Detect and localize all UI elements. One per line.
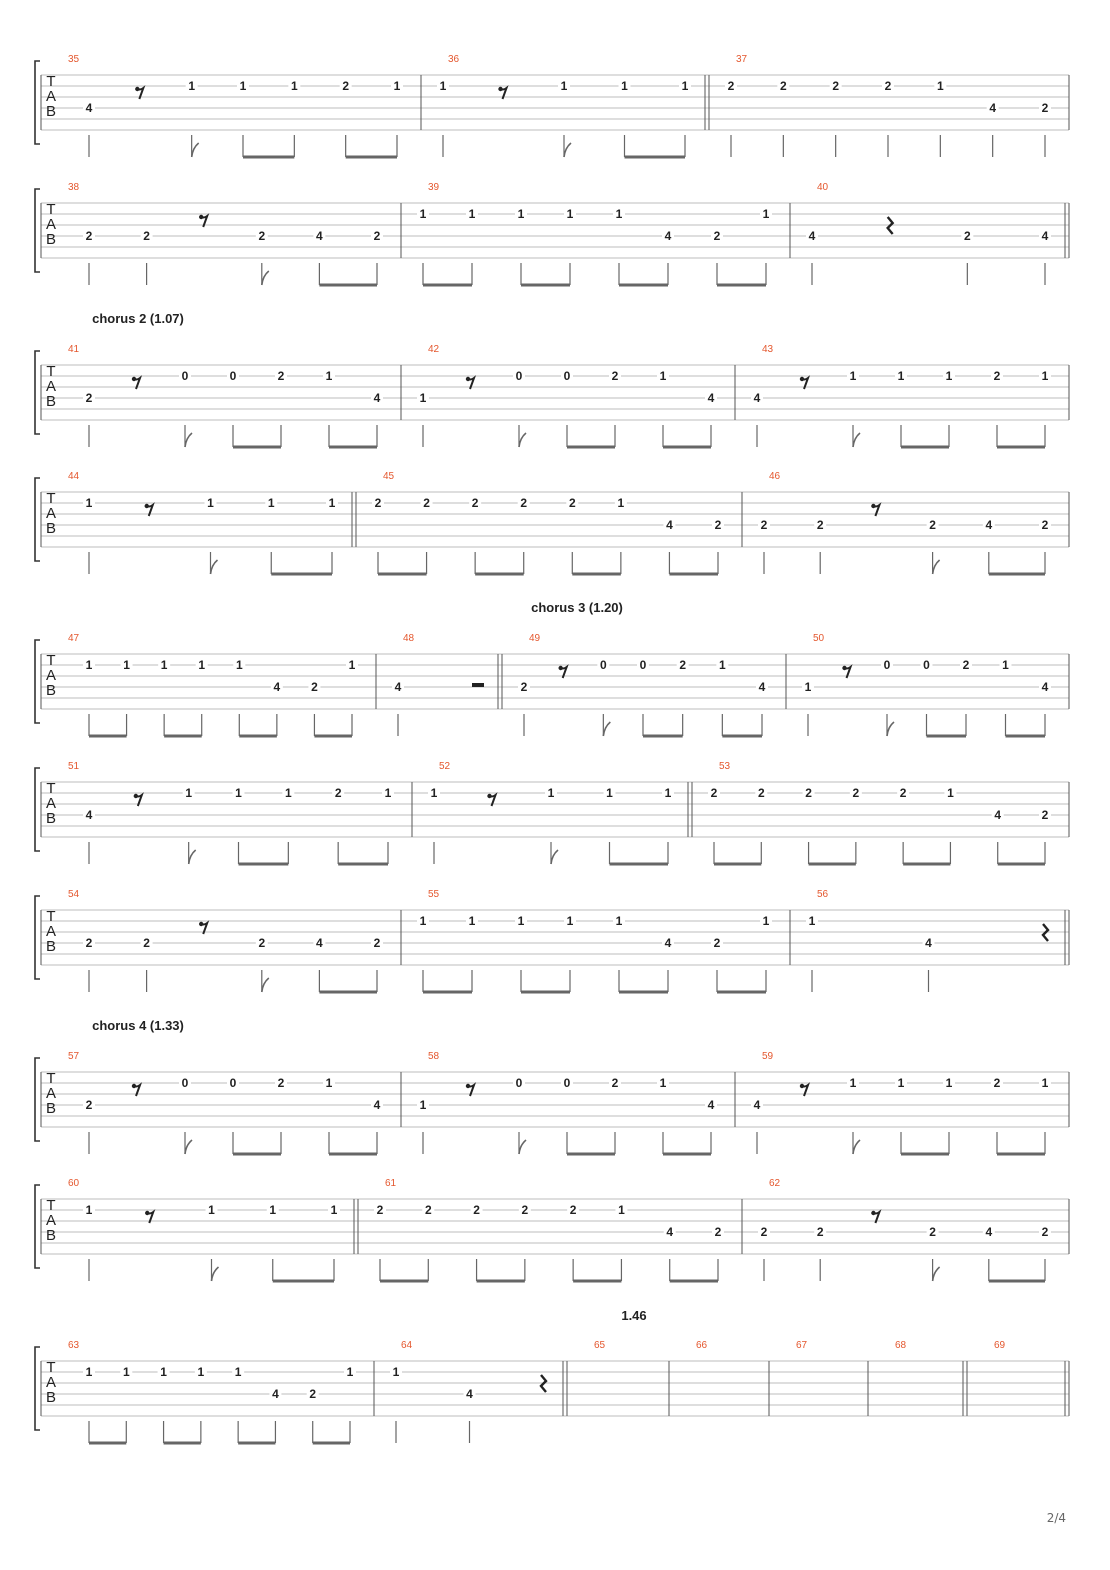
fret-number: 2 <box>521 1203 529 1217</box>
fret-number: 0 <box>229 369 237 383</box>
measure-number: 40 <box>817 182 829 193</box>
tab-system <box>35 54 1069 157</box>
fret-number: 1 <box>325 369 333 383</box>
fret-number: 1 <box>762 914 770 928</box>
tab-system <box>35 471 1069 574</box>
eighth-rest-dot <box>199 922 203 926</box>
fret-number: 1 <box>85 658 93 672</box>
tab-system <box>35 1178 1069 1281</box>
fret-number: 4 <box>664 229 672 243</box>
measure-number: 66 <box>696 1340 708 1351</box>
fret-number: 2 <box>85 229 93 243</box>
fret-number: 2 <box>311 680 318 694</box>
fret-number: 1 <box>468 207 476 221</box>
measure-number: 47 <box>68 633 80 644</box>
note-flag <box>887 722 894 736</box>
fret-number: 2 <box>258 229 266 243</box>
fret-number: 2 <box>258 936 266 950</box>
note-flag <box>551 850 558 864</box>
tab-clef-letter: T <box>46 1070 56 1087</box>
eighth-rest-dot <box>842 666 846 670</box>
fret-number: 1 <box>1002 658 1009 672</box>
note-flag <box>211 560 218 574</box>
fret-number: 4 <box>316 229 323 243</box>
fret-number: 1 <box>85 1365 93 1379</box>
fret-number: 1 <box>207 496 214 510</box>
fret-number: 2 <box>710 786 718 800</box>
system-bracket <box>35 1058 40 1141</box>
fret-number: 1 <box>566 914 574 928</box>
fret-number: 1 <box>122 1365 130 1379</box>
note-flag <box>262 271 269 285</box>
tab-clef-letter: A <box>45 505 57 522</box>
system-bracket <box>35 1347 40 1430</box>
eighth-rest-dot <box>132 377 136 381</box>
fret-number: 2 <box>568 496 576 510</box>
measure-number: 48 <box>403 633 415 644</box>
measure-number: 59 <box>762 1051 774 1062</box>
note-flag <box>853 433 860 447</box>
fret-number: 2 <box>1041 1225 1049 1239</box>
fret-number: 2 <box>471 496 479 510</box>
measure-number: 64 <box>401 1340 413 1351</box>
fret-number: 4 <box>1041 680 1049 694</box>
tab-clef-letter: A <box>45 1085 57 1102</box>
tab-clef-letter: B <box>45 1227 57 1244</box>
fret-number: 2 <box>963 229 971 243</box>
fret-number: 1 <box>330 1203 338 1217</box>
fret-number: 1 <box>419 914 427 928</box>
tab-system <box>35 600 1069 736</box>
tab-clef-letter: T <box>46 908 56 925</box>
eighth-rest-dot <box>800 377 804 381</box>
fret-number: 4 <box>1041 229 1049 243</box>
fret-number: 4 <box>707 391 715 405</box>
tab-system <box>35 889 1069 992</box>
system-bracket <box>35 61 40 144</box>
eighth-rest-dot <box>498 87 502 91</box>
tab-clef-letter: A <box>45 923 57 940</box>
note-flag <box>262 978 269 992</box>
note-flag <box>212 1267 219 1281</box>
fret-number: 2 <box>714 518 722 532</box>
fret-number: 4 <box>394 680 402 694</box>
fret-number: 2 <box>962 658 970 672</box>
fret-number: 1 <box>849 1076 857 1090</box>
fret-number: 2 <box>520 496 528 510</box>
fret-number: 2 <box>929 518 936 532</box>
fret-number: 1 <box>188 79 196 93</box>
fret-number: 2 <box>143 936 150 950</box>
fret-number: 2 <box>816 518 824 532</box>
tab-clef-letter: B <box>45 103 57 120</box>
fret-number: 1 <box>804 680 812 694</box>
system-bracket <box>35 1185 40 1268</box>
fret-number: 0 <box>515 1076 523 1090</box>
fret-number: 4 <box>925 936 932 950</box>
fret-number: 2 <box>993 1076 1001 1090</box>
fret-number: 2 <box>713 229 721 243</box>
fret-number: 0 <box>883 658 891 672</box>
fret-number: 0 <box>563 1076 571 1090</box>
fret-number: 2 <box>85 936 93 950</box>
measure-number: 37 <box>736 54 748 65</box>
fret-number: 1 <box>897 1076 905 1090</box>
fret-number: 4 <box>466 1387 473 1401</box>
fret-number: 1 <box>945 1076 953 1090</box>
tab-clef-letter: A <box>45 216 57 233</box>
measure-number: 44 <box>68 471 80 482</box>
eighth-rest-dot <box>145 1211 149 1215</box>
eighth-rest-dot <box>487 794 491 798</box>
fret-number: 1 <box>468 914 476 928</box>
fret-number: 0 <box>599 658 607 672</box>
fret-number: 1 <box>517 914 525 928</box>
fret-number: 2 <box>805 786 812 800</box>
fret-number: 2 <box>884 79 892 93</box>
note-flag <box>185 433 192 447</box>
fret-number: 1 <box>897 369 905 383</box>
eighth-rest-dot <box>800 1084 804 1088</box>
fret-number: 1 <box>1041 1076 1049 1090</box>
tab-clef-letter: A <box>45 795 57 812</box>
fret-number: 1 <box>234 1365 242 1379</box>
fret-number: 1 <box>284 786 292 800</box>
fret-number: 4 <box>373 1098 381 1112</box>
fret-number: 2 <box>423 496 430 510</box>
fret-number: 1 <box>618 1203 625 1217</box>
fret-number: 1 <box>239 79 247 93</box>
fret-number: 2 <box>757 786 765 800</box>
note-flag <box>603 722 610 736</box>
eighth-rest-dot <box>466 377 470 381</box>
fret-number: 4 <box>753 1098 761 1112</box>
fret-number: 2 <box>277 1076 285 1090</box>
tab-system <box>35 1018 1069 1154</box>
tab-clef-letter: T <box>46 780 56 797</box>
measure-number: 58 <box>428 1051 440 1062</box>
measure-number: 67 <box>796 1340 808 1351</box>
fret-number: 2 <box>520 680 528 694</box>
fret-number: 1 <box>606 786 613 800</box>
measure-number: 42 <box>428 344 440 355</box>
half-rest <box>472 683 484 687</box>
eighth-rest-dot <box>558 666 562 670</box>
fret-number: 4 <box>989 101 997 115</box>
fret-number: 4 <box>994 808 1002 822</box>
note-flag <box>519 1140 526 1154</box>
fret-number: 2 <box>342 79 350 93</box>
fret-number: 4 <box>85 101 93 115</box>
tab-clef-letter: T <box>46 490 56 507</box>
fret-number: 2 <box>309 1387 317 1401</box>
system-bracket <box>35 351 40 434</box>
measure-number: 60 <box>68 1178 80 1189</box>
fret-number: 0 <box>181 369 189 383</box>
tab-clef-letter: T <box>46 1197 56 1214</box>
fret-number: 1 <box>517 207 525 221</box>
fret-number: 0 <box>515 369 523 383</box>
fret-number: 1 <box>659 1076 667 1090</box>
tab-system <box>35 761 1069 864</box>
eighth-rest-dot <box>871 1211 875 1215</box>
fret-number: 1 <box>197 1365 205 1379</box>
fret-number: 0 <box>181 1076 189 1090</box>
tab-system <box>35 311 1069 447</box>
fret-number: 4 <box>273 680 281 694</box>
measure-number: 36 <box>448 54 460 65</box>
fret-number: 1 <box>419 207 427 221</box>
tab-clef-letter: B <box>45 231 57 248</box>
fret-number: 2 <box>852 786 860 800</box>
fret-number: 2 <box>760 1225 768 1239</box>
fret-number: 1 <box>267 496 275 510</box>
fret-number: 2 <box>1041 518 1049 532</box>
fret-number: 1 <box>659 369 667 383</box>
eighth-rest-dot <box>145 504 149 508</box>
fret-number: 1 <box>85 1203 93 1217</box>
fret-number: 2 <box>424 1203 432 1217</box>
fret-number: 4 <box>808 229 816 243</box>
fret-number: 0 <box>923 658 930 672</box>
fret-number: 4 <box>707 1098 715 1112</box>
tab-clef-letter: B <box>45 520 57 537</box>
fret-number: 2 <box>727 79 735 93</box>
measure-number: 53 <box>719 761 731 772</box>
fret-number: 1 <box>808 914 816 928</box>
fret-number: 0 <box>563 369 571 383</box>
measure-number: 43 <box>762 344 774 355</box>
tab-clef-letter: A <box>45 378 57 395</box>
note-flag <box>933 560 940 574</box>
tab-clef-letter: A <box>45 1374 57 1391</box>
fret-number: 4 <box>666 1225 674 1239</box>
measure-number: 46 <box>769 471 781 482</box>
measure-number: 52 <box>439 761 451 772</box>
fret-number: 4 <box>985 518 993 532</box>
measure-number: 63 <box>68 1340 80 1351</box>
note-flag <box>564 143 571 157</box>
measure-number: 68 <box>895 1340 907 1351</box>
fret-number: 2 <box>679 658 687 672</box>
fret-number: 1 <box>621 79 628 93</box>
fret-number: 1 <box>762 207 770 221</box>
fret-number: 1 <box>160 658 168 672</box>
measure-number: 41 <box>68 344 80 355</box>
fret-number: 2 <box>1041 808 1049 822</box>
fret-number: 2 <box>993 369 1001 383</box>
fret-number: 1 <box>419 1098 427 1112</box>
fret-number: 2 <box>1041 101 1049 115</box>
fret-number: 1 <box>849 369 857 383</box>
fret-number: 1 <box>85 496 93 510</box>
fret-number: 1 <box>393 79 401 93</box>
note-flag <box>185 1140 192 1154</box>
eighth-rest-dot <box>871 504 875 508</box>
measure-number: 57 <box>68 1051 80 1062</box>
fret-number: 1 <box>615 914 623 928</box>
fret-number: 0 <box>639 658 647 672</box>
measure-number: 35 <box>68 54 80 65</box>
fret-number: 2 <box>376 1203 384 1217</box>
fret-number: 1 <box>198 658 206 672</box>
tab-clef-letter: B <box>45 938 57 955</box>
fret-number: 1 <box>269 1203 277 1217</box>
tab-clef-letter: A <box>45 88 57 105</box>
fret-number: 1 <box>430 786 438 800</box>
fret-number: 1 <box>419 391 427 405</box>
measure-number: 45 <box>383 471 395 482</box>
fret-number: 2 <box>929 1225 936 1239</box>
fret-number: 4 <box>664 936 672 950</box>
fret-number: 4 <box>758 680 766 694</box>
fret-number: 2 <box>374 496 382 510</box>
fret-number: 4 <box>753 391 761 405</box>
system-bracket <box>35 896 40 979</box>
fret-number: 1 <box>392 1365 400 1379</box>
fret-number: 1 <box>547 786 555 800</box>
measure-number: 38 <box>68 182 80 193</box>
fret-number: 2 <box>832 79 840 93</box>
eighth-rest-dot <box>135 87 139 91</box>
fret-number: 2 <box>373 229 381 243</box>
fret-number: 2 <box>143 229 150 243</box>
fret-number: 2 <box>779 79 787 93</box>
section-label: chorus 4 (1.33) <box>92 1018 184 1033</box>
fret-number: 1 <box>328 496 336 510</box>
note-flag <box>519 433 526 447</box>
note-flag <box>192 143 199 157</box>
tab-system <box>35 182 1069 285</box>
measure-number: 56 <box>817 889 829 900</box>
system-bracket <box>35 478 40 561</box>
fret-number: 1 <box>346 1365 354 1379</box>
note-flag <box>933 1267 940 1281</box>
eighth-rest-dot <box>199 215 203 219</box>
fret-number: 1 <box>384 786 392 800</box>
fret-number: 4 <box>666 518 673 532</box>
eighth-rest-dot <box>466 1084 470 1088</box>
tab-clef-letter: B <box>45 810 57 827</box>
fret-number: 2 <box>334 786 342 800</box>
fret-number: 1 <box>615 207 623 221</box>
fret-number: 4 <box>85 808 93 822</box>
fret-number: 2 <box>569 1203 577 1217</box>
measure-number: 39 <box>428 182 440 193</box>
section-label: chorus 3 (1.20) <box>531 600 623 615</box>
fret-number: 1 <box>681 79 689 93</box>
fret-number: 2 <box>760 518 768 532</box>
tab-clef-letter: A <box>45 667 57 684</box>
fret-number: 1 <box>235 786 242 800</box>
fret-number: 1 <box>290 79 298 93</box>
tab-clef-letter: T <box>46 652 56 669</box>
tab-clef-letter: T <box>46 201 56 218</box>
measure-number: 65 <box>594 1340 606 1351</box>
fret-number: 4 <box>316 936 323 950</box>
system-bracket <box>35 768 40 851</box>
fret-number: 2 <box>611 1076 619 1090</box>
fret-number: 1 <box>439 79 447 93</box>
tab-clef-letter: T <box>46 1359 56 1376</box>
fret-number: 1 <box>718 658 726 672</box>
measure-number: 62 <box>769 1178 781 1189</box>
fret-number: 2 <box>473 1203 480 1217</box>
tab-clef-letter: B <box>45 682 57 699</box>
fret-number: 1 <box>617 496 625 510</box>
fret-number: 0 <box>229 1076 237 1090</box>
tab-clef-letter: B <box>45 393 57 410</box>
fret-number: 4 <box>985 1225 993 1239</box>
fret-number: 1 <box>936 79 944 93</box>
measure-number: 50 <box>813 633 825 644</box>
tab-clef-letter: B <box>45 1100 57 1117</box>
section-label: 1.46 <box>621 1308 647 1323</box>
tab-clef-letter: A <box>45 1212 57 1229</box>
fret-number: 2 <box>85 391 93 405</box>
fret-number: 1 <box>664 786 672 800</box>
eighth-rest-dot <box>132 1084 136 1088</box>
fret-number: 2 <box>816 1225 824 1239</box>
fret-number: 1 <box>123 658 130 672</box>
fret-number: 4 <box>272 1387 279 1401</box>
fret-number: 4 <box>373 391 381 405</box>
section-label: chorus 2 (1.07) <box>92 311 184 326</box>
fret-number: 2 <box>373 936 381 950</box>
fret-number: 1 <box>235 658 243 672</box>
measure-number: 69 <box>994 1340 1006 1351</box>
fret-number: 1 <box>947 786 954 800</box>
note-flag <box>189 850 196 864</box>
measure-number: 61 <box>385 1178 397 1189</box>
eighth-rest-dot <box>134 794 138 798</box>
fret-number: 2 <box>714 1225 722 1239</box>
measure-number: 55 <box>428 889 440 900</box>
note-flag <box>853 1140 860 1154</box>
fret-number: 1 <box>1041 369 1049 383</box>
system-bracket <box>35 189 40 272</box>
fret-number: 2 <box>899 786 907 800</box>
measure-number: 54 <box>68 889 80 900</box>
fret-number: 2 <box>85 1098 93 1112</box>
measure-number: 51 <box>68 761 80 772</box>
fret-number: 2 <box>277 369 285 383</box>
page-number: 2/4 <box>1046 1511 1066 1525</box>
tab-clef-letter: B <box>45 1389 57 1406</box>
fret-number: 1 <box>208 1203 215 1217</box>
fret-number: 2 <box>713 936 721 950</box>
tab-clef-letter: T <box>46 73 56 90</box>
fret-number: 1 <box>945 369 953 383</box>
fret-number: 1 <box>560 79 568 93</box>
fret-number: 1 <box>185 786 193 800</box>
tab-system <box>35 1308 1069 1443</box>
measure-number: 49 <box>529 633 541 644</box>
system-bracket <box>35 640 40 723</box>
fret-number: 1 <box>566 207 574 221</box>
fret-number: 1 <box>325 1076 333 1090</box>
fret-number: 2 <box>611 369 619 383</box>
fret-number: 1 <box>348 658 356 672</box>
tab-clef-letter: T <box>46 363 56 380</box>
fret-number: 1 <box>160 1365 167 1379</box>
